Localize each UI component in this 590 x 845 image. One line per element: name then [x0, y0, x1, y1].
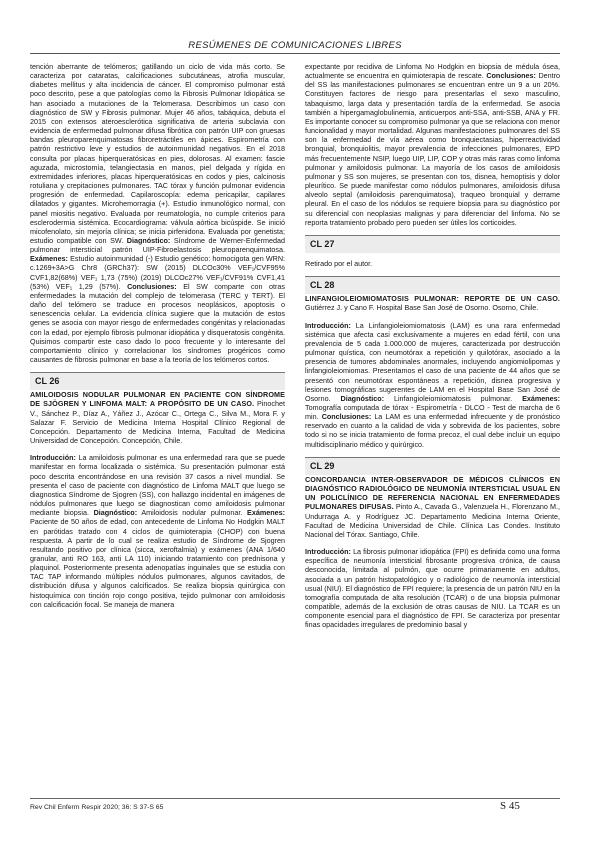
continuation-text: expectante por recidiva de Linfoma No Hodgkin en biopsia de médula ósea, actualmente se encuentra en quimioterapia de rescate.: [305, 62, 560, 81]
abstract-title: CONCORDANCIA INTER-OBSERVADOR DE MÉDICOS CLÍNICOS EN DIAGNÓSTICO RADIOLÓGICO DE NEUMONÍA INTERSTICIAL USUAL EN UN POLICLÍNICO DE REFERENCIA NACIONAL EN ENFERMEDADES PULMONARES DIFUSAS.: [305, 474, 560, 512]
concl-label: Conclusiones:: [321, 412, 372, 422]
abstract-title: AMILOIDOSIS NODULAR PULMONAR EN PACIENTE CON SÍNDROME DE SJÖGREN Y LINFOMA MALT: A PROPÓSITO DE UN CASO.: [30, 390, 285, 409]
dx-text: Amiloidosis nodular pulmonar.: [141, 508, 243, 518]
abstract-label: CL 28: [310, 280, 335, 291]
exam-label: Exámenes:: [247, 508, 285, 518]
abstract-heading: [30, 390, 285, 445]
abstract-body: [30, 453, 285, 609]
abstract-heading: [305, 294, 560, 312]
abstract-title: LINFANGIOLEIOMIOMATOSIS PULMONAR: REPORTE DE UN CASO.: [305, 294, 560, 304]
abstract-continuation: [305, 62, 560, 227]
exam-label: Exámenes:: [522, 393, 561, 403]
exam-label: Exámenes:: [30, 254, 68, 264]
concl-text: Dentro del SS las manifestaciones pulmonares se encuentran entre un 9 a un 20%. Constituyen factores de riesgo para presentarlas el sexo masculino, tabaquismo, larga data y presentación tardía de la enfermedad. Se asocia también a hipergamaglobulinemia, anticuerpos anti-SSA, anti-SSB, ANA y FR. Es importante conocer su compromiso pulmonar ya que se relaciona con menor funcionalidad y mayor mortalidad. Algunas manifestaciones pulmonares del SS son la enfermedad de vía aérea como bronquiectasias, hiperreactividad bronquial, bronquiolitis, mayor prevalencia de infecciones pulmonares, EPD más frecuentemente NSIP, luego UIP, LIP, COP y otras más raras como linfoma pulmonar y amiloidosis pulmonar. La mayoría de los casos de amiloidosis pulmonar y SS son mujeres, se presentan con tos, disnea, hemoptisis y dolor pleurítico. Se puede manifestar como nódulos pulmonares, amiloidosis difusa alveolo septal (amiloidosis parenquimatosa), traqueo bronquial y derrame pleural. En el caso de los nódulos se requiere biopsia para su diagnóstico por su diferencial con neoplasias malignas y para diferenciar del linfoma. No se reporta tratamiento probado pero pueden ser útiles los corticoides.: [305, 71, 561, 227]
abstract-authors: Pinto A., Cavada G., Valenzuela H., Florenzano M., Undurraga A. y Rodríguez JC. Departamento Medicina Interna Oriente, Facultad de Medicina Universidad de Chile. Clínica Las Condes. Instituto Nacional del Tórax. Santiago, Chile.: [305, 502, 561, 539]
abstract-label-box: [305, 235, 560, 253]
abstract-label: CL 26: [35, 376, 60, 387]
concl-label: Conclusiones:: [127, 281, 177, 291]
header-rule: [30, 53, 560, 54]
exam-text: Paciente de 50 años de edad, con antecedente de Linfoma No Hodgkin MALT en parótidas tratado con 4 ciclos de quimioterapia (CHOP) con buena respuesta. A partir de lo cual se realiza estudio de Síndrome de Sjogren resultando positivo por clínica (sicca, xeroftalmia) y exámenes (ANA 1/640 granular, anti RO 163, anti LA 110) iniciando tratamiento con prednisona y plaquinol. Posteriormente presenta adenopatías inguinales que se estudia con TAC TAP informando múltiples nódulos pulmonares, algunos cavitados, de distribución difusa y algunos calcificados. Se realiza biopsia quirúrgica con histoquímica con tinción rojo congo positiva, tejido pulmonar con amiloidosis con calcificación focal. Se maneja de manera: [30, 517, 285, 609]
page-number: S 45: [500, 800, 520, 812]
intro-text: La amiloidosis pulmonar es una enfermedad rara que se puede manifestar en forma localizada o sistémica. Su presentación pulmonar está poco descrita encontrándose en una revisión 37 casos a nivel mundial. Se presenta el caso de paciente con diagnóstico de Linfoma MALT que luego se diagnostica Síndrome de Sjogren (SS), con hallazgo incidental en imágenes de nódulos pulmonares que luego se diagnostican como amiloidosis pulmonar mediante biopsia.: [30, 453, 285, 518]
intro-label: Introducción:: [305, 320, 351, 330]
left-column: [30, 62, 285, 609]
abstract-authors: Pinochet V., Sánchez P., Díaz A., Yáñez J., Azócar C., Ortega C., Silva M., Mora F. y Salazar F. Servicio de Medicina Interna Hospital Clínico Regional de Concepción. Departamento de Medicina Interna, Facultad de Medicina Universidad de Concepción. Concepción, Chile.: [30, 399, 286, 446]
exam-text: Tomografía computada de tórax - Espirometría - DLCO - Test de marcha de 6 min.: [305, 403, 560, 422]
running-header: RESÚMENES DE COMUNICACIONES LIBRES: [188, 40, 402, 51]
abstract-label: CL 29: [310, 460, 335, 471]
intro-label: Introducción:: [30, 453, 76, 463]
abstract-continuation: [30, 62, 285, 364]
journal-citation: Rev Chil Enferm Respir 2020; 36: S 37-S 65: [30, 804, 164, 811]
abstract-label-box: [305, 457, 560, 475]
dx-text: Síndrome de Werner-Enfermedad pulmonar intersticial patrón UIP-Fibroelastosis pleuroparenquimatosa.: [30, 235, 285, 255]
dx-label: Diagnóstico:: [93, 508, 138, 518]
abstract-body: [305, 321, 560, 449]
abstract-label-box: [305, 276, 560, 294]
abstract-label: CL 27: [310, 238, 335, 249]
dx-label: Diagnóstico:: [126, 235, 171, 245]
withdrawn-note: Retirado por el autor.: [305, 258, 373, 268]
abstract-authors: Gutiérrez J. y Cano F. Hospital Base San José de Osorno. Osorno, Chile.: [305, 303, 539, 313]
abstract-heading: [305, 475, 560, 539]
intro-label: Introducción:: [305, 547, 351, 557]
concl-text: La LAM es una enfermedad infrecuente y de pronóstico reservado en cuanto a la calidad de vida y sobrevida de los pacientes, sobre todo si no se inicia tratamiento de forma precoz, el cual debe incluir un equipo multidisciplinario médico y quirúrgico.: [305, 412, 561, 449]
intro-text: La fibrosis pulmonar idiopática (FPI) es definida como una forma específica de neumonía intersticial fibrosante progresiva crónica, de causa desconocida, limitada al pulmón, que ocurre primariamente en adultos, asociada a un patrón histopatológico y o radiológico de neumonía intersticial usual (NIU). El diagnóstico de FPI requiere; la presencia de un patrón NIU en la tomografía computada de alta resolución (TCAR) o de una biopsia pulmonar compatible, además de la exclusión de otras causas de NIU. La TCAR es un componente esencial para el diagnóstico de FPI. Se caracteriza por presentar finas opacidades irregulares de predominio basal y: [305, 547, 560, 630]
intro-text: La Linfangioleiomiomatosis (LAM) es una rara enfermedad sistémica que afecta casi exclusivamente a mujeres en edad fértil, con una prevalencia de 5 cada 1.000.000 de mujeres, caracterizada por destrucción pulmonar quística, con neumotórax a repetición y quilotórax, asociado a la presencia de tumores abdominales anormales, incluyendo angiomiolipomas y linfangioleiomiomas. Presentamos el caso de una paciente de 44 años que se presentó con neumotórax espontáneos a repetición, disnea progresiva y lesiones tomográficas sugerentes de LAM en el Hospital Base San José de Osorno.: [305, 320, 560, 403]
dx-label: Diagnóstico:: [340, 393, 385, 403]
right-column: [305, 62, 560, 629]
continuation-text: tención aberrante de telómeros; gatillando un ciclo de vida más corto. Se caracteriza por cataratas, calcificaciones subcutáneas, atrofia muscular, diabetes mellitus y alta incidencia de cáncer. El compromiso pulmonar está poco descrito, pese a que patologías como la Fibrosis Pulmonar Idiopática se han asociado a mutaciones de la Telomerasa. Describimos un caso con diagnóstico de SW y Fibrosis pulmonar. Mujer 46 años, tabáquica, debuta el 2015 con extensos ateroesclerótica significativa de arteria subclavia con evidencia de enfermedad pulmonar difusa fibrótica con patrón UIP con gruesas bandas pleuroparenquimatosas fibroretráctiles en ápices. Espirometría con patrón restrictivo leve y estudios de autoinmunidad negativos. En el 2018 consulta por placas hiperqueratósicas en pies, dolorosas. Al examen: fascie aguzada, microstomía, telangiectasia en manos, piel delgada y rígida en extremidades inferiores, placas hiperqueratósicas en codos y pies, calcinosis rotuliana y crepitaciones pulmonares. TAC tórax y función pulmonar evidencia progresión de enfermedad. Capilaroscopía: edema pericapilar, capilares dilatados y gigantes. Microhemorragia (+). Estudio inmunológico normal, con panel miositis negativo. Evaluada por reumatología, no cumple criterios para esclerodermia sistémica. Ecocardiograma: válvula aórtica bicúspide. Se inició micofenolato, sin mejoría clínica; se inicia pirfenidona. Evaluada por genetista; estudio compatible con SW.: [30, 62, 285, 245]
dx-text: Linfangioleiomiomatosis pulmonar.: [393, 393, 513, 403]
concl-text: El SW comparte con otras enfermedades la mutación del complejo de telomerasa (TERC y TERT). El daño del telómero se traduce en procesos neoplásicos, apoptosis o senescencia celular. La evidencia clínica sugiere que la mutación de estos genes se asocia con mayor riesgo de enfermedades congénitas y relacionadas con la edad, por ejemplo fibrosis pulmonar idiopática y disqueratosis congénita. Quisimos compartir este caso dado lo poco frecuente y lo interesante del comportamiento clínico y correlacionar los síndromes progéricos como causantes de fibrosis pulmonar en base a la teoría de los telómeros cortos.: [30, 281, 286, 364]
footer-rule: [30, 798, 560, 799]
abstract-body: [305, 547, 560, 629]
concl-label: Conclusiones:: [486, 71, 536, 81]
abstract-label-box: [30, 372, 285, 390]
exam-text: Estudio autoinmunidad (-) Estudio genético: homocigota gen WRN: c.1269+3A>G Chr8 (GRCh37): SW (2015) DLCOc30% VEF₁/CVF95% CVF1,82(68%) VEF₁ 1,73 (75%) (2019) DLCOc27% VEF₁/CVF91% CVF1,41 (53%) VEF₁ 1,29 (57%).: [30, 254, 286, 291]
